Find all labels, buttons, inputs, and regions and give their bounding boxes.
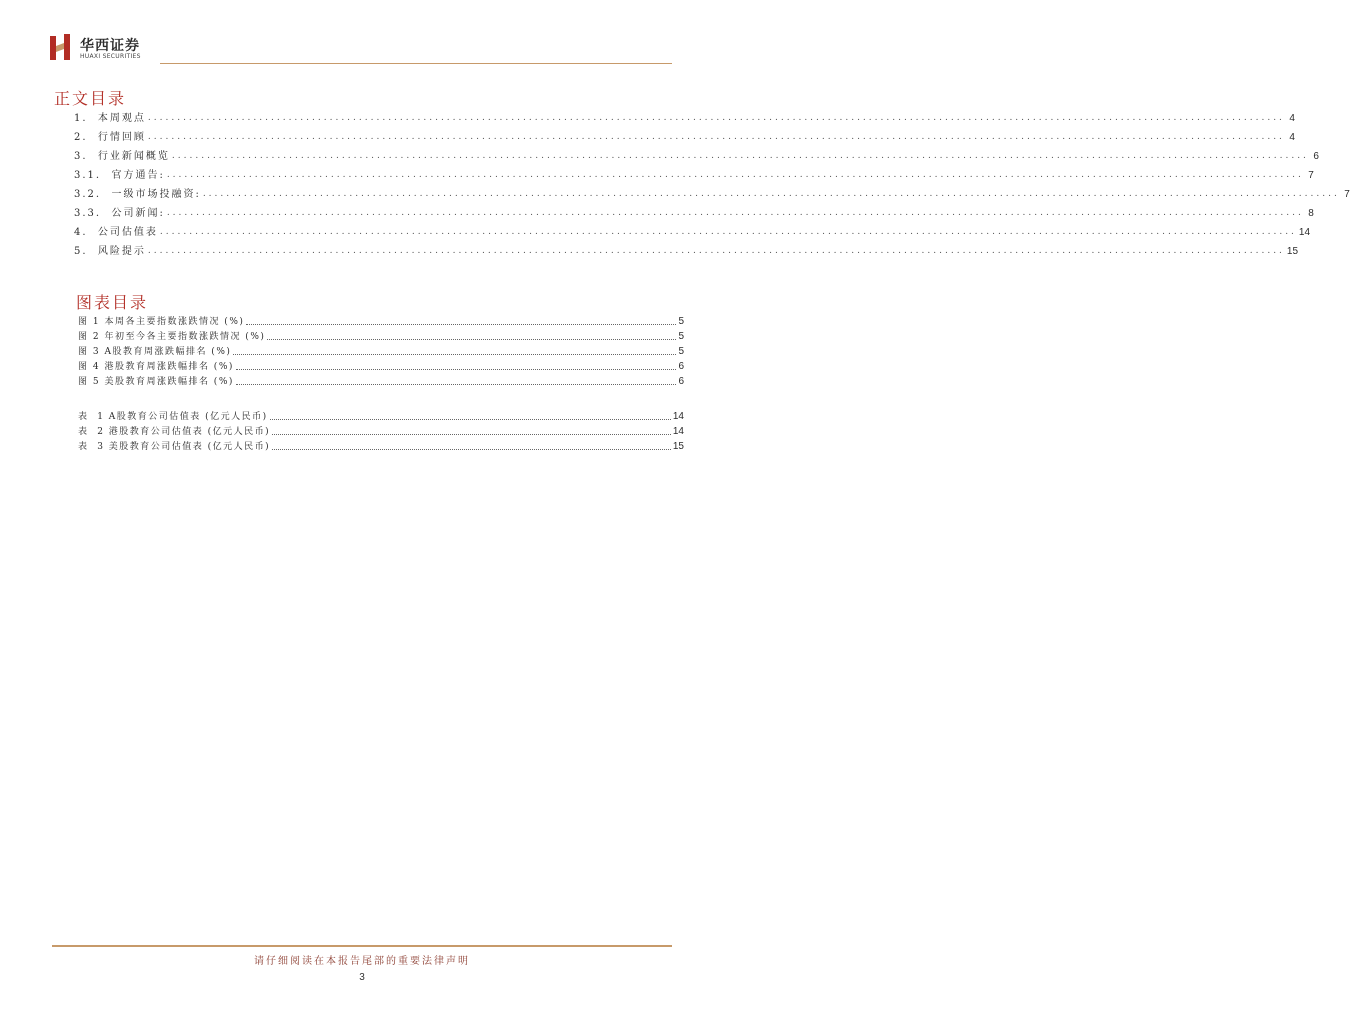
figure-entry-label: 图 2 年初至今各主要指数涨跌情况 (%) (78, 332, 266, 342)
toc-entry-page: 6 (1313, 151, 1319, 162)
toc-leader: .................................................................................................................................................................................................. (171, 151, 1309, 161)
toc-leader: .................................................................................................................................................................................................. (147, 113, 1285, 123)
logo-english-name: HUAXI SECURITIES (80, 53, 141, 60)
toc-leader: .................................................................................................................................................................................................. (202, 189, 1340, 199)
toc-leader: .................................................................................................................................................................................................. (166, 208, 1304, 218)
toc-entry[interactable] (74, 220, 1311, 239)
toc-entry[interactable] (74, 144, 1319, 163)
figure-entry-page: 5 (678, 316, 684, 327)
figure-entry[interactable] (78, 313, 684, 328)
contents-title: 正文目录 (54, 89, 127, 108)
toc-leader (272, 449, 671, 450)
toc-leader: .................................................................................................................................................................................................. (147, 132, 1285, 142)
toc-entry-label: 2. 行情回顾 (74, 132, 146, 143)
toc-leader: .................................................................................................................................................................................................. (166, 170, 1304, 180)
table-entry-label: 表 3 美股教育公司估值表 (亿元人民币) (78, 442, 271, 452)
table-entry-label: 表 2 港股教育公司估值表 (亿元人民币) (78, 427, 271, 437)
figure-entry-label: 图 1 本周各主要指数涨跌情况 (%) (78, 317, 245, 327)
toc-leader (267, 339, 676, 340)
figure-entry-page: 5 (678, 346, 684, 357)
toc-leader (236, 369, 677, 370)
toc-leader: .................................................................................................................................................................................................. (159, 227, 1297, 237)
table-entry-label: 表 1 A股教育公司估值表 (亿元人民币) (78, 412, 268, 422)
toc-entry-page: 8 (1308, 208, 1314, 219)
header-divider (160, 63, 672, 64)
figure-entry-label: 图 3 A股教育周涨跌幅排名 (%) (78, 347, 232, 357)
toc-entry[interactable] (74, 239, 1299, 258)
toc-leader (246, 324, 676, 325)
toc-entry-label: 4. 公司估值表 (74, 227, 158, 238)
toc-entry[interactable] (74, 163, 1314, 182)
toc-entry[interactable] (74, 106, 1295, 125)
footer-divider (52, 945, 672, 947)
logo-chinese-name: 华西证券 (80, 38, 140, 54)
huaxi-logo-mark (50, 34, 74, 60)
toc-entry-page: 4 (1289, 132, 1295, 143)
contents-list (74, 106, 1350, 258)
toc-leader (272, 434, 671, 435)
figure-entry[interactable] (78, 358, 684, 373)
toc-entry-label: 3.2. 一级市场投融资: (74, 189, 201, 200)
figure-entry[interactable] (78, 373, 684, 388)
company-logo (50, 34, 160, 64)
table-entry[interactable] (78, 408, 684, 423)
toc-entry-label: 3.3. 公司新闻: (74, 208, 165, 219)
toc-entry[interactable] (74, 201, 1314, 220)
figures-list (78, 313, 684, 388)
toc-entry-page: 4 (1289, 113, 1295, 124)
figure-entry-page: 6 (678, 361, 684, 372)
toc-entry-page: 15 (1286, 246, 1299, 257)
toc-entry[interactable] (74, 125, 1295, 144)
tables-list (78, 408, 684, 453)
toc-leader (236, 384, 677, 385)
table-entry[interactable] (78, 438, 684, 453)
toc-entry-label: 3.1. 官方通告: (74, 170, 165, 181)
table-entry-page: 14 (672, 411, 684, 422)
legal-disclaimer-notice: 请仔细阅读在本报告尾部的重要法律声明 (254, 956, 470, 967)
toc-entry-page: 7 (1344, 189, 1350, 200)
figure-entry[interactable] (78, 328, 684, 343)
toc-leader (233, 354, 676, 355)
table-entry[interactable] (78, 423, 684, 438)
figure-entry-page: 6 (678, 376, 684, 387)
figure-entry-page: 5 (678, 331, 684, 342)
toc-entry-page: 7 (1308, 170, 1314, 181)
toc-entry-label: 5. 风险提示 (74, 246, 146, 257)
toc-entry-page: 14 (1298, 227, 1311, 238)
toc-entry[interactable] (74, 182, 1350, 201)
toc-entry-label: 1. 本周观点 (74, 113, 146, 124)
page-number: 3 (359, 972, 365, 983)
figure-entry[interactable] (78, 343, 684, 358)
toc-entry-label: 3. 行业新闻概览 (74, 151, 170, 162)
toc-leader (270, 419, 671, 420)
table-entry-page: 14 (672, 426, 684, 437)
figure-entry-label: 图 5 美股教育周涨跌幅排名 (%) (78, 377, 234, 387)
table-entry-page: 15 (672, 441, 684, 452)
toc-leader: .................................................................................................................................................................................................. (147, 246, 1285, 256)
figures-title: 图表目录 (76, 293, 149, 312)
figure-entry-label: 图 4 港股教育周涨跌幅排名 (%) (78, 362, 234, 372)
